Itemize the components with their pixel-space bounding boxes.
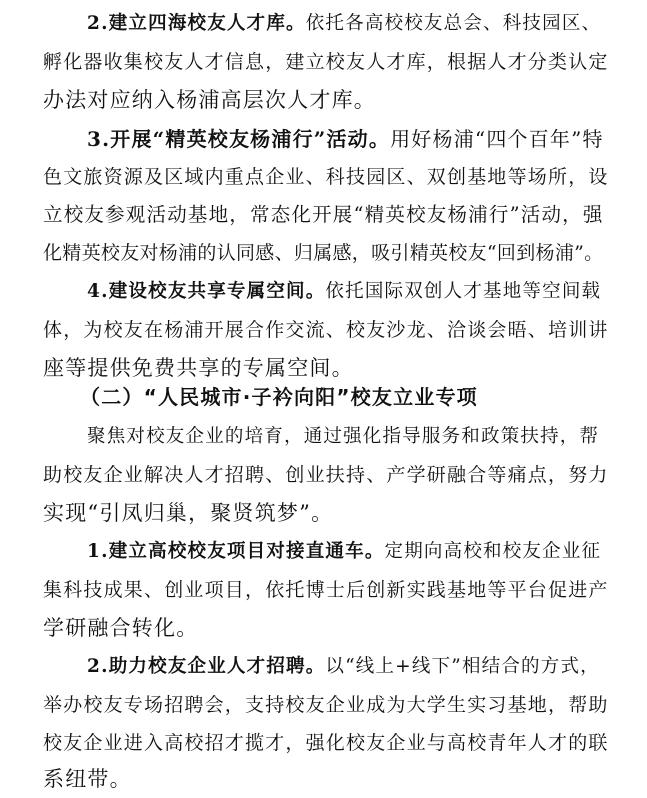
paragraph-text: 依托国际双创人才基地等空间载	[325, 281, 602, 302]
text-line: 集科技成果、创业项目，依托博士后创新实践基地等平台促进产	[43, 579, 609, 601]
section-heading: （二）“人民城市·子衿向阳”校友立业专项	[80, 385, 478, 409]
paragraph-lead: 2.助力校友企业人才招聘。	[87, 656, 326, 677]
paragraph-text: 依托各高校校友总会、科技园区、	[305, 13, 602, 34]
text-line	[87, 5, 601, 43]
paragraph-text: 用好杨浦“四个百年”特	[390, 127, 604, 151]
text-line	[87, 120, 604, 158]
text-line: 办法对应纳入杨浦高层次人才库。	[43, 88, 376, 112]
text-line: 立校友参观活动基地，常态化开展“精英校友杨浦行”活动，强	[43, 203, 604, 226]
paragraph-lead: 1.建立高校校友项目对接直通车。	[87, 541, 385, 562]
text-line	[87, 533, 601, 571]
text-line: 举办校友专场招聘会，支持校友企业成为大学生实习基地，帮助	[43, 694, 609, 716]
text-line: 孵化器收集校友人才信息，建立校友人才库，根据人才分类认定	[43, 51, 609, 73]
text-line	[87, 648, 600, 686]
paragraph-text: 定期向高校和校友企业征	[384, 541, 602, 562]
text-line: 学研融合转化。	[43, 616, 199, 640]
paragraph-text: 以“线上+线下”相结合的方式，	[325, 656, 600, 677]
text-line: 体，为校友在杨浦开展合作交流、校友沙龙、洽谈会晤、培训讲	[43, 319, 609, 341]
paragraph-lead: 3.开展“精英校友杨浦行”活动。	[87, 127, 391, 151]
text-line: 助校友企业解决人才招聘、创业扶持、产学研融合等痛点，努力	[43, 464, 609, 486]
text-line: 聚焦对校友企业的培育，通过强化指导服务和政策扶持，帮	[87, 426, 600, 447]
text-line	[87, 273, 601, 311]
text-line: 化精英校友对杨浦的认同感、归属感，吸引精英校友“回到杨浦”。	[43, 242, 604, 264]
text-line: 实现“引凤归巢，聚贤筑梦”。	[43, 501, 334, 525]
text-line: 座等提供免费共享的专属空间。	[43, 356, 354, 380]
text-line: 色文旅资源及区域内重点企业、科技园区、双创基地等场所，设	[43, 166, 609, 188]
paragraph-lead: 2.建立四海校友人才库。	[87, 13, 306, 34]
text-line: 系纽带。	[43, 767, 132, 791]
text-line: 校友企业进入高校招才揽才，强化校友企业与高校青年人才的联	[43, 732, 609, 754]
paragraph-lead: 4.建设校友共享专属空间。	[87, 281, 326, 302]
